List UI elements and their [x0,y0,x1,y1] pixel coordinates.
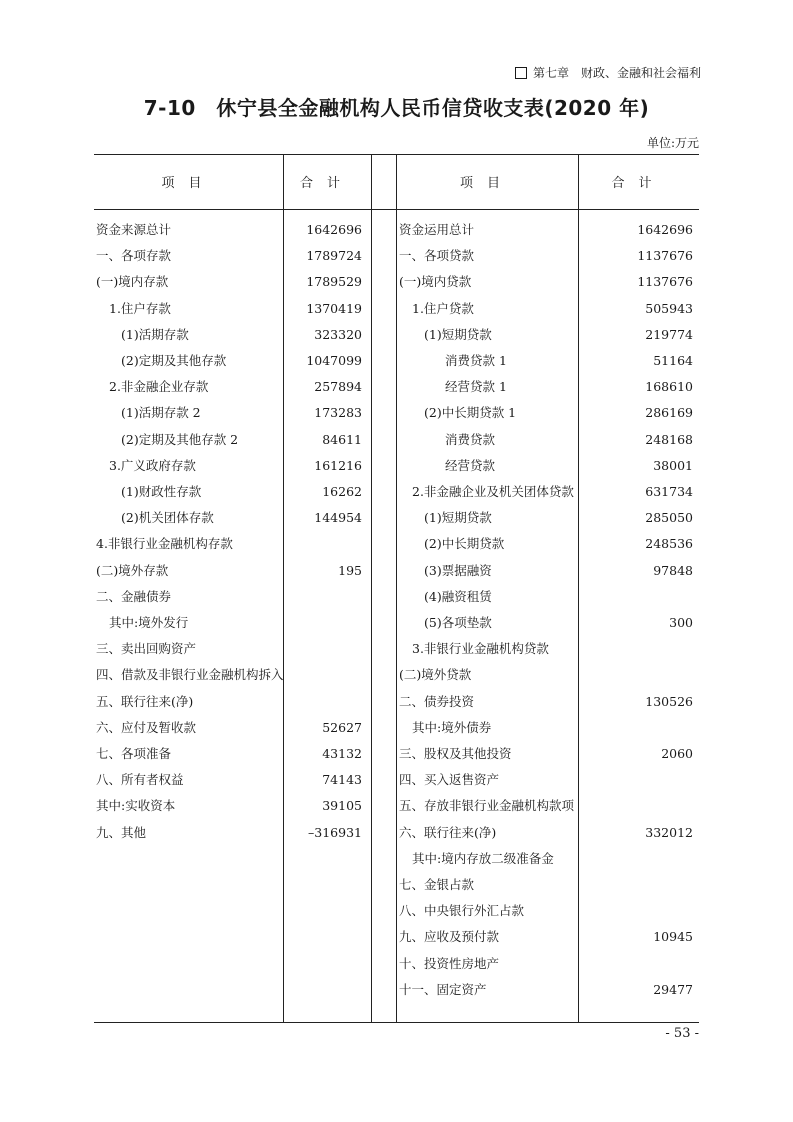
row-label: (1)短期贷款 [424,510,492,526]
row-label: 3.广义政府存款 [109,457,196,473]
row-value: 16262 [322,484,362,499]
row-label: (2)中长期贷款 [424,536,505,552]
row-value: 1789529 [306,274,362,290]
table-row [96,269,364,295]
table-row [96,793,364,819]
row-value: 43132 [322,746,362,761]
row-value: 51164 [653,353,693,368]
row-value: 300 [669,615,693,630]
row-value: 1137676 [637,248,693,264]
table-row [399,505,696,531]
row-value: 1642696 [637,222,693,237]
row-value: 248168 [645,431,693,447]
row-label: 九、应收及预付款 [399,929,500,945]
row-label: 资金运用总计 [399,222,475,237]
table-row [96,741,364,767]
table-row [399,793,696,819]
table-row [399,767,696,793]
table-row [399,977,696,1003]
table-row [399,636,696,662]
table-row [96,243,364,269]
page-number: - 53 - [665,1026,699,1041]
table-row [96,610,364,636]
table-row [399,898,696,924]
row-value: 323320 [314,326,362,342]
table-row [399,715,696,741]
table-row [96,584,364,610]
row-label: 一、各项贷款 [399,248,475,264]
row-label: 1.住户贷款 [412,300,474,316]
row-label: 九、其他 [96,824,147,840]
row-label: (1)短期贷款 [424,326,492,342]
table-row [96,374,364,400]
row-value: 2060 [661,746,693,761]
table-row [96,531,364,557]
table-bottom-rule [94,1022,699,1023]
row-value: 1370419 [306,300,362,316]
row-value: 173283 [314,405,362,421]
table-row [399,951,696,977]
row-value: 1789724 [306,248,362,264]
table-row [399,846,696,872]
row-value: 505943 [645,300,693,316]
table-row [399,400,696,426]
row-value: 74143 [322,772,362,788]
row-value: 97848 [653,562,693,578]
row-label: (二)境外贷款 [399,667,472,683]
chapter-header [515,64,701,81]
table-row [96,296,364,322]
row-label: (1)财政性存款 [121,484,202,499]
row-label: 3.非银行业金融机构贷款 [412,641,549,657]
row-label: 七、各项准备 [96,746,172,761]
header-right-item: 项目 [459,176,514,191]
table-row [399,296,696,322]
column-divider [371,155,372,1022]
table-row [96,662,364,688]
row-value: 195 [338,562,362,578]
table-row [96,689,364,715]
row-value: 29477 [653,981,693,997]
row-label: 八、所有者权益 [96,772,184,788]
row-value: 257894 [314,379,362,395]
row-value: 130526 [645,693,693,709]
row-label: (一)境内贷款 [399,274,472,290]
chapter-title: 第七章 财政、金融和社会福利 [532,66,701,80]
row-label: 消费贷款 1 [445,353,507,368]
row-label: (二)境外存款 [96,562,169,578]
row-label: 七、金银占款 [399,877,475,892]
row-label: (2)中长期贷款 1 [424,405,517,421]
row-label: 一、各项存款 [96,248,172,264]
header-right-total: 合计 [611,176,666,191]
row-label: 十一、固定资产 [399,981,487,997]
row-label: 2.非金融企业存款 [109,379,209,395]
table-row [399,322,696,348]
table-row [399,374,696,400]
row-value: 1137676 [637,274,693,290]
row-label: 经营贷款 [445,457,496,473]
row-value: 219774 [645,326,693,342]
table-row [96,453,364,479]
row-label: 其中:境外发行 [109,615,189,630]
row-value: –316931 [308,824,362,840]
row-label: 五、联行往来(净) [96,693,194,709]
row-label: 二、金融债券 [96,588,172,604]
row-label: 六、联行往来(净) [399,824,497,840]
row-label: 经营贷款 1 [445,379,507,395]
row-value: 84611 [322,431,362,447]
table-row [96,427,364,453]
table-row [399,872,696,898]
row-label: 消费贷款 [445,431,496,447]
table-row [96,322,364,348]
table-row [399,741,696,767]
table-row [399,531,696,557]
row-label: 八、中央银行外汇占款 [399,903,525,919]
row-label: 资金来源总计 [96,222,172,237]
row-value: 38001 [653,457,693,473]
row-label: 4.非银行业金融机构存款 [96,536,233,552]
row-value: 332012 [645,824,693,840]
table-row [399,243,696,269]
row-label: (2)机关团体存款 [121,510,214,526]
row-label: 其中:境内存放二级准备金 [412,850,554,866]
row-value: 168610 [645,379,693,395]
row-value: 285050 [645,510,693,526]
row-label: (2)定期及其他存款 2 [121,431,239,447]
table-row [399,558,696,584]
table-row [399,427,696,453]
row-label: 其中:境外债券 [412,719,492,735]
table-row [96,636,364,662]
row-value: 631734 [645,484,693,499]
table-row [399,820,696,846]
table-row [96,715,364,741]
table-row [96,505,364,531]
row-label: 1.住户存款 [109,300,171,316]
column-divider [396,155,397,1022]
table-row [399,453,696,479]
row-label: 二、债券投资 [399,693,475,709]
row-value: 248536 [645,536,693,552]
row-label: (4)融资租赁 [424,588,492,604]
row-label: (1)活期存款 2 [121,405,201,421]
row-label: (3)票据融资 [424,562,492,578]
table-row [96,820,364,846]
table-row [399,269,696,295]
row-value: 1642696 [306,222,362,237]
table-row [399,584,696,610]
table-row [96,217,364,243]
table-row [96,558,364,584]
header-left-item: 项目 [161,176,216,191]
table-row [399,348,696,374]
row-value: 144954 [314,510,362,526]
table-row [96,400,364,426]
table-row [399,924,696,950]
row-label: 三、卖出回购资产 [96,641,197,657]
header-left-total: 合计 [299,176,354,191]
table-row [399,610,696,636]
row-label: 其中:实收资本 [96,798,176,814]
table-row [96,479,364,505]
table-row [399,662,696,688]
row-value: 161216 [314,457,362,473]
row-label: (1)活期存款 [121,326,189,342]
row-label: (2)定期及其他存款 [121,353,227,368]
row-label: (5)各项垫款 [424,615,492,630]
table-row [399,689,696,715]
row-label: 六、应付及暂收款 [96,719,197,735]
row-label: 十、投资性房地产 [399,955,500,971]
row-value: 39105 [322,798,362,814]
row-label: 2.非金融企业及机关团体贷款 [412,484,574,499]
row-label: 四、借款及非银行业金融机构拆入 [96,667,284,683]
table-row [399,479,696,505]
row-value: 286169 [645,405,693,421]
row-label: 三、股权及其他投资 [399,746,512,761]
row-value: 1047099 [306,353,362,368]
row-label: (一)境内存款 [96,274,169,290]
row-value: 52627 [322,719,362,735]
row-value: 10945 [653,929,693,945]
table-row [96,767,364,793]
row-label: 五、存放非银行业金融机构款项 [399,798,575,814]
page-title: 7-10 休宁县全金融机构人民币信贷收支表(2020 年) [143,96,650,120]
table-row [96,348,364,374]
table-row [399,217,696,243]
unit-label: 单位:万元 [646,136,699,150]
square-bullet-icon [515,67,527,79]
row-label: 四、买入返售资产 [399,772,500,788]
